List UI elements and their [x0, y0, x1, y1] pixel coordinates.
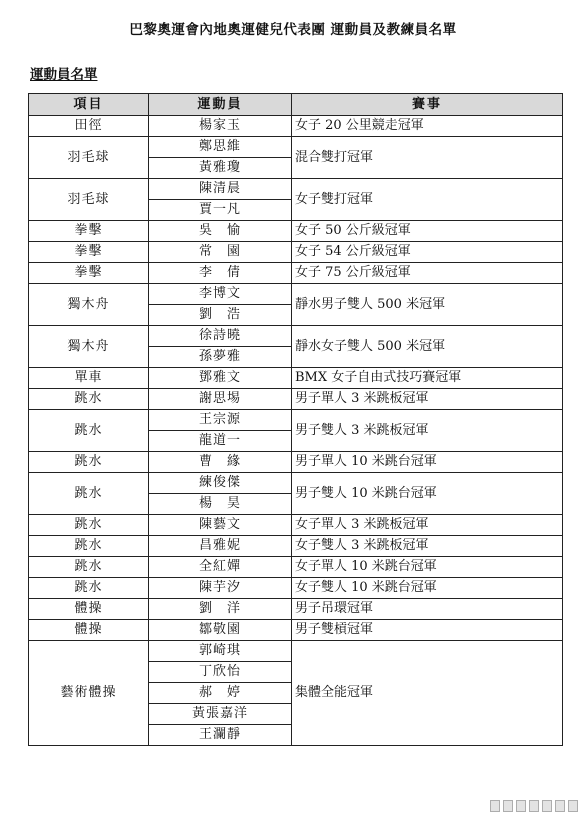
table-header-row: [29, 94, 563, 116]
event-cell: 女子 75 公斤級冠軍: [292, 263, 563, 284]
table-row: [29, 620, 563, 641]
athlete-cell: 鄒敬園: [149, 620, 292, 641]
sport-cell: 拳擊: [29, 263, 149, 284]
table-row: [29, 179, 563, 200]
sport-cell: 獨木舟: [29, 284, 149, 326]
athlete-cell: 全紅嬋: [149, 557, 292, 578]
athlete-cell: 王瀾靜: [149, 725, 292, 746]
document-title: 巴黎奧運會內地奧運健兒代表團 運動員及教練員名單: [129, 22, 457, 38]
athlete-cell: 劉 洋: [149, 599, 292, 620]
table-row: [29, 116, 563, 137]
table-row: [29, 473, 563, 494]
sport-cell: 跳水: [29, 410, 149, 452]
table-row: [29, 557, 563, 578]
athlete-cell: 徐詩曉: [149, 326, 292, 347]
athlete-cell: 王宗源: [149, 410, 292, 431]
athlete-cell: 鄭思維: [149, 137, 292, 158]
athlete-cell: 黃張嘉洋: [149, 704, 292, 725]
athlete-cell: 郝 婷: [149, 683, 292, 704]
event-cell: 男子單人 3 米跳板冠軍: [292, 389, 563, 410]
event-cell: 女子 20 公里競走冠軍: [292, 116, 563, 137]
event-cell: 混合雙打冠軍: [292, 137, 563, 179]
sport-cell: 跳水: [29, 473, 149, 515]
sport-cell: 拳擊: [29, 221, 149, 242]
sport-cell: 獨木舟: [29, 326, 149, 368]
event-cell: 女子雙人 3 米跳板冠軍: [292, 536, 563, 557]
sport-cell: 跳水: [29, 557, 149, 578]
athlete-cell: 陳芋汐: [149, 578, 292, 599]
event-cell: BMX 女子自由式技巧賽冠軍: [292, 368, 563, 389]
header-sport: 項目: [29, 94, 149, 116]
sport-cell: 跳水: [29, 536, 149, 557]
table-row: [29, 326, 563, 347]
table-row: [29, 599, 563, 620]
athlete-cell: 曹 緣: [149, 452, 292, 473]
table-row: [29, 389, 563, 410]
watermark-icon: [490, 800, 578, 812]
athlete-cell: 郭崎琪: [149, 641, 292, 662]
table-row: [29, 242, 563, 263]
table-row: [29, 452, 563, 473]
event-cell: 靜水女子雙人 500 米冠軍: [292, 326, 563, 368]
event-cell: 女子 50 公斤級冠軍: [292, 221, 563, 242]
athlete-cell: 謝思埸: [149, 389, 292, 410]
athlete-table: [28, 93, 563, 746]
event-cell: 集體全能冠軍: [292, 641, 563, 746]
table-row: [29, 137, 563, 158]
athlete-cell: 孫夢雅: [149, 347, 292, 368]
athlete-cell: 楊家玉: [149, 116, 292, 137]
event-cell: 女子雙人 10 米跳台冠軍: [292, 578, 563, 599]
section-heading: 運動員名單: [30, 67, 98, 83]
athlete-cell: 李博文: [149, 284, 292, 305]
athlete-cell: 鄧雅文: [149, 368, 292, 389]
table-body: [29, 116, 563, 746]
athlete-cell: 楊 昊: [149, 494, 292, 515]
table-row: [29, 221, 563, 242]
sport-cell: 體操: [29, 620, 149, 641]
sport-cell: 拳擊: [29, 242, 149, 263]
event-cell: 男子雙人 3 米跳板冠軍: [292, 410, 563, 452]
athlete-cell: 昌雅妮: [149, 536, 292, 557]
athlete-cell: 陳清晨: [149, 179, 292, 200]
sport-cell: 羽毛球: [29, 179, 149, 221]
athlete-cell: 陳藝文: [149, 515, 292, 536]
athlete-cell: 練俊傑: [149, 473, 292, 494]
sport-cell: 跳水: [29, 578, 149, 599]
table-row: [29, 284, 563, 305]
header-event: 賽事: [292, 94, 563, 116]
event-cell: 男子吊環冠軍: [292, 599, 563, 620]
event-cell: 靜水男子雙人 500 米冠軍: [292, 284, 563, 326]
sport-cell: 跳水: [29, 515, 149, 536]
event-cell: 女子單人 3 米跳板冠軍: [292, 515, 563, 536]
athlete-cell: 常 園: [149, 242, 292, 263]
athlete-cell: 劉 浩: [149, 305, 292, 326]
event-cell: 男子單人 10 米跳台冠軍: [292, 452, 563, 473]
event-cell: 女子雙打冠軍: [292, 179, 563, 221]
event-cell: 女子 54 公斤級冠軍: [292, 242, 563, 263]
athlete-cell: 李 倩: [149, 263, 292, 284]
sport-cell: 單車: [29, 368, 149, 389]
athlete-cell: 黃雅瓊: [149, 158, 292, 179]
athlete-cell: 賈一凡: [149, 200, 292, 221]
header-athlete: 運動員: [149, 94, 292, 116]
sport-cell: 田徑: [29, 116, 149, 137]
sport-cell: 羽毛球: [29, 137, 149, 179]
table-row: [29, 515, 563, 536]
athlete-cell: 丁欣怡: [149, 662, 292, 683]
athlete-cell: 龍道一: [149, 431, 292, 452]
sport-cell: 跳水: [29, 452, 149, 473]
table-row: [29, 368, 563, 389]
event-cell: 男子雙槓冠軍: [292, 620, 563, 641]
sport-cell: 藝術體操: [29, 641, 149, 746]
athlete-cell: 吳 愉: [149, 221, 292, 242]
event-cell: 男子雙人 10 米跳台冠軍: [292, 473, 563, 515]
table-row: [29, 263, 563, 284]
sport-cell: 跳水: [29, 389, 149, 410]
event-cell: 女子單人 10 米跳台冠軍: [292, 557, 563, 578]
table-row: [29, 641, 563, 662]
table-row: [29, 410, 563, 431]
sport-cell: 體操: [29, 599, 149, 620]
